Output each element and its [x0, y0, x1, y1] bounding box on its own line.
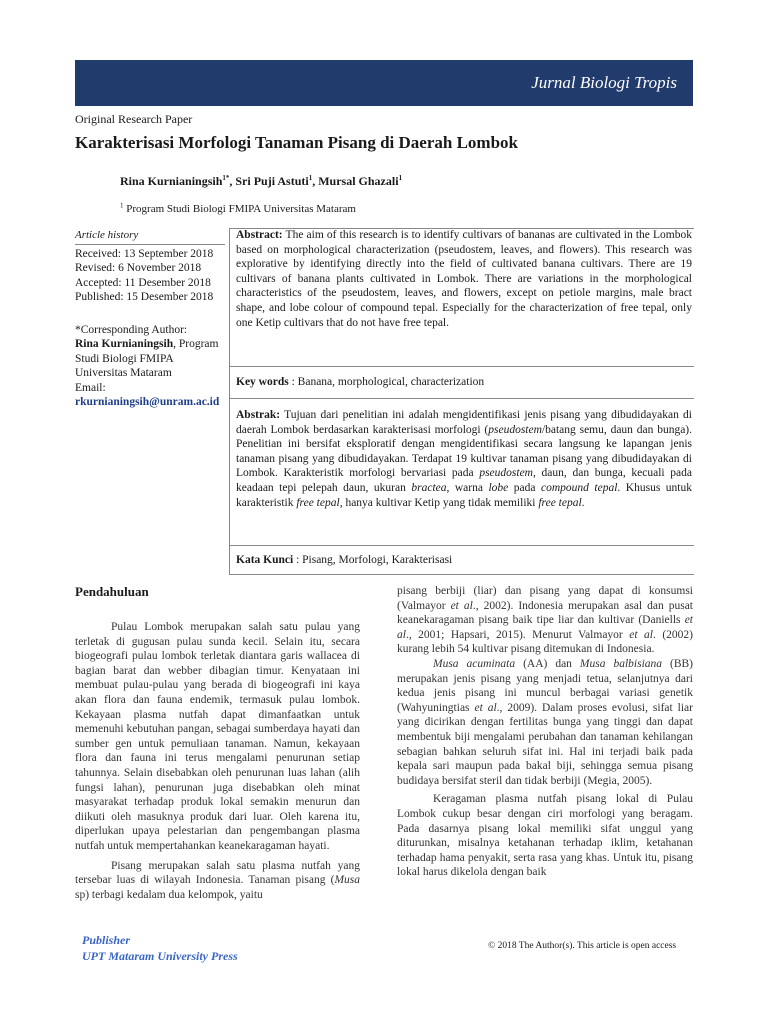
publisher-label: Publisher: [82, 933, 131, 947]
accepted-date: Accepted: 11 Desember 2018: [75, 276, 211, 289]
corresponding-author: Rina Kurnianingsih, Program Studi Biologi FMIPA Universitas Mataram: [75, 338, 219, 379]
email-label: Email:: [75, 381, 106, 394]
author-sup: 1: [308, 174, 313, 182]
paragraph: Pisang merupakan salah satu plasma nutfah yang tersebar luas di wilayah Indonesia. Tanaman pisang (Musa sp) terbagi kedalam dua kelompok, yaitu: [75, 859, 360, 901]
revised-date: Revised: 6 November 2018: [75, 262, 202, 274]
divider: [229, 228, 230, 575]
divider: [229, 366, 694, 367]
paragraph: Pulau Lombok merupakan salah satu pulau yang terletak di gugusan pulau sunda kecil. Selain itu, secara biogeografi pulau lombok terletak diantara garis wallacea di bagian barat dan webber dibagian timur. Kenyataan ini membuat pulau-pulau yang berada di biogeografi ini kaya akan flora dan fauna endemik, termasuk pulau lombok. Kekayaan plasma nutfah dapat dimanfaatkan untuk memenuhi kebutuhan pangan, sebagai sumberdaya hayati dan sumber gen untuk pemuliaan tanaman. Namun, kekayaan flora dan fauna ini terus mengalami penurunan setiap tahunnya. Selain disebabkan oleh penurunan luas lahan (alih fungsi lahan), penurunan juga disebabkan oleh minat masyarakat terhadap produk lokal semakin menurun dan diikuti oleh masuknya produk dari luar. Oleh karena itu, diperlukan upaya pelestarian dan pengembangan plasma nutfah untuk mempertahankan keanekaragaman hayati.: [75, 621, 360, 852]
affiliation: $^1$ Program Studi Biologi FMIPA Universitas Mataram: [120, 201, 356, 215]
paper-title: Karakterisasi Morfologi Tanaman Pisang di Daerah Lombok: [75, 133, 518, 152]
divider: [229, 545, 694, 546]
keywords-id: Kata Kunci : Pisang, Morfologi, Karakterisasi: [236, 554, 453, 566]
keywords-en: Key words : Banana, morphological, characterization: [236, 376, 485, 388]
author-name: Mursal Ghazali: [318, 174, 399, 188]
abstract-id: Abstrak: Tujuan dari penelitian ini adalah mengidentifikasi jenis pisang yang dibudidayakan di daerah Lombok berdasarkan karakterisasi morfologi (pseudostem/batang semu, daun dan bunga). Penelitian ini bersifat eksploratif dengan mengidentifikasi secara langsung ke lapangan jenis tanaman pisang yang dibudidayakan. Terdapat 19 kultivar tanaman pisang yang dibudidayakan di Lombok. Karakteristik morfologi bervariasi pada pseudostem, daun, dan bunga, kecuali pada keadaan tepi pelepah daun, ukuran bractea, warna lobe pada compound tepal. Khusus untuk karakteristik free tepal, hanya kultivar Ketip yang tidak memiliki free tepal.: [236, 409, 693, 509]
published-date: Published: 15 Desember 2018: [75, 291, 214, 303]
email-link[interactable]: rkurnianingsih@unram.ac.id: [75, 396, 220, 408]
copyright-notice: © 2018 The Author(s). This article is open access: [488, 941, 677, 951]
received-date: Received: 13 September 2018: [75, 247, 214, 260]
article-history-label: Article history: [75, 228, 225, 245]
abstract-en: Abstract: The aim of this research is to identify cultivars of bananas are cultivated in the Lombok based on morphological characterization (pseudostem, leaves, and flowers). This research was explorative by identifying directly into the field of cultivated banana cultivars. There are 19 cultivars of banana plants cultivated in Lombok. There are variations in the morphological characteristics of the pseudostem, leaves, and flowers, except on petiole margins, male bract shape, and lobe colour of compound tepal. Especially for the characterization of free tepal, only one Ketip cultivars that do not have free tepal.: [236, 229, 692, 329]
author-name: Sri Puji Astuti: [235, 174, 309, 188]
paragraph: Keragaman plasma nutfah pisang lokal di Pulau Lombok cukup besar dengan ciri morfologi yang beragam. Pada dasarnya pisang lokal memiliki sifat unggul yang diturunkan, misalnya ketahanan terhadap iklim, ketahanan terhadap hama penyakit, serta rasa yang khas. Untuk itu, pisang lokal harus dikelola dengan baik: [397, 793, 693, 879]
article-info-sidebar: [75, 228, 225, 410]
divider: [229, 574, 694, 575]
paragraph: pisang berbiji (liar) dan pisang yang dapat di konsumsi (Valmayor et al., 2002). Indonesia merupakan asal dan pusat keanekaragaman pisang baik tipe liar dan kultivar (Daniells et al., 2001; Hapsari, 2015). Menurut Valmayor et al. (2002) kurang lebih 54 kultivar pisang ditemukan di Indonesia.: [397, 585, 693, 656]
publisher-block: [82, 932, 238, 964]
intro-column-right: [397, 584, 693, 880]
author-name: Rina Kurnianingsih: [120, 174, 223, 188]
paper-type: Original Research Paper: [75, 112, 193, 126]
author-sup: 1: [398, 174, 403, 182]
intro-column-left: [75, 620, 360, 902]
publisher-name: UPT Mataram University Press: [82, 949, 238, 963]
journal-banner: [75, 60, 693, 106]
author-list: Rina Kurnianingsih$^{1*}$, Sri Puji Astuti$^1$, Mursal Ghazali$^1$: [120, 174, 403, 188]
corresponding-label: *Corresponding Author:: [75, 323, 188, 336]
author-sup: 1*: [222, 174, 230, 182]
section-heading: Pendahuluan: [75, 584, 149, 599]
paragraph: Musa acuminata (AA) dan Musa balbisiana (BB) merupakan jenis pisang yang menjadi tetua, selanjutnya dari kedua jenis pisang ini muncul berbagai variasi genetik (Wahyuningtias et al., 2009). Dalam proses evolusi, sifat liar yang dicirikan dengan fertilitas bunga yang tinggi dan dapat membentuk biji mengalami perubahan dan tanaman kehilangan sebagian bahkan seluruh sifat ini. Hal ini terjadi baik pada kepala sari maupun pada bakal biji, sehingga semua pisang budidaya bersifat steril dan tidak berbiji (Megia, 2005).: [397, 657, 694, 787]
divider: [229, 398, 694, 399]
journal-name: Jurnal Biologi Tropis: [531, 73, 677, 92]
